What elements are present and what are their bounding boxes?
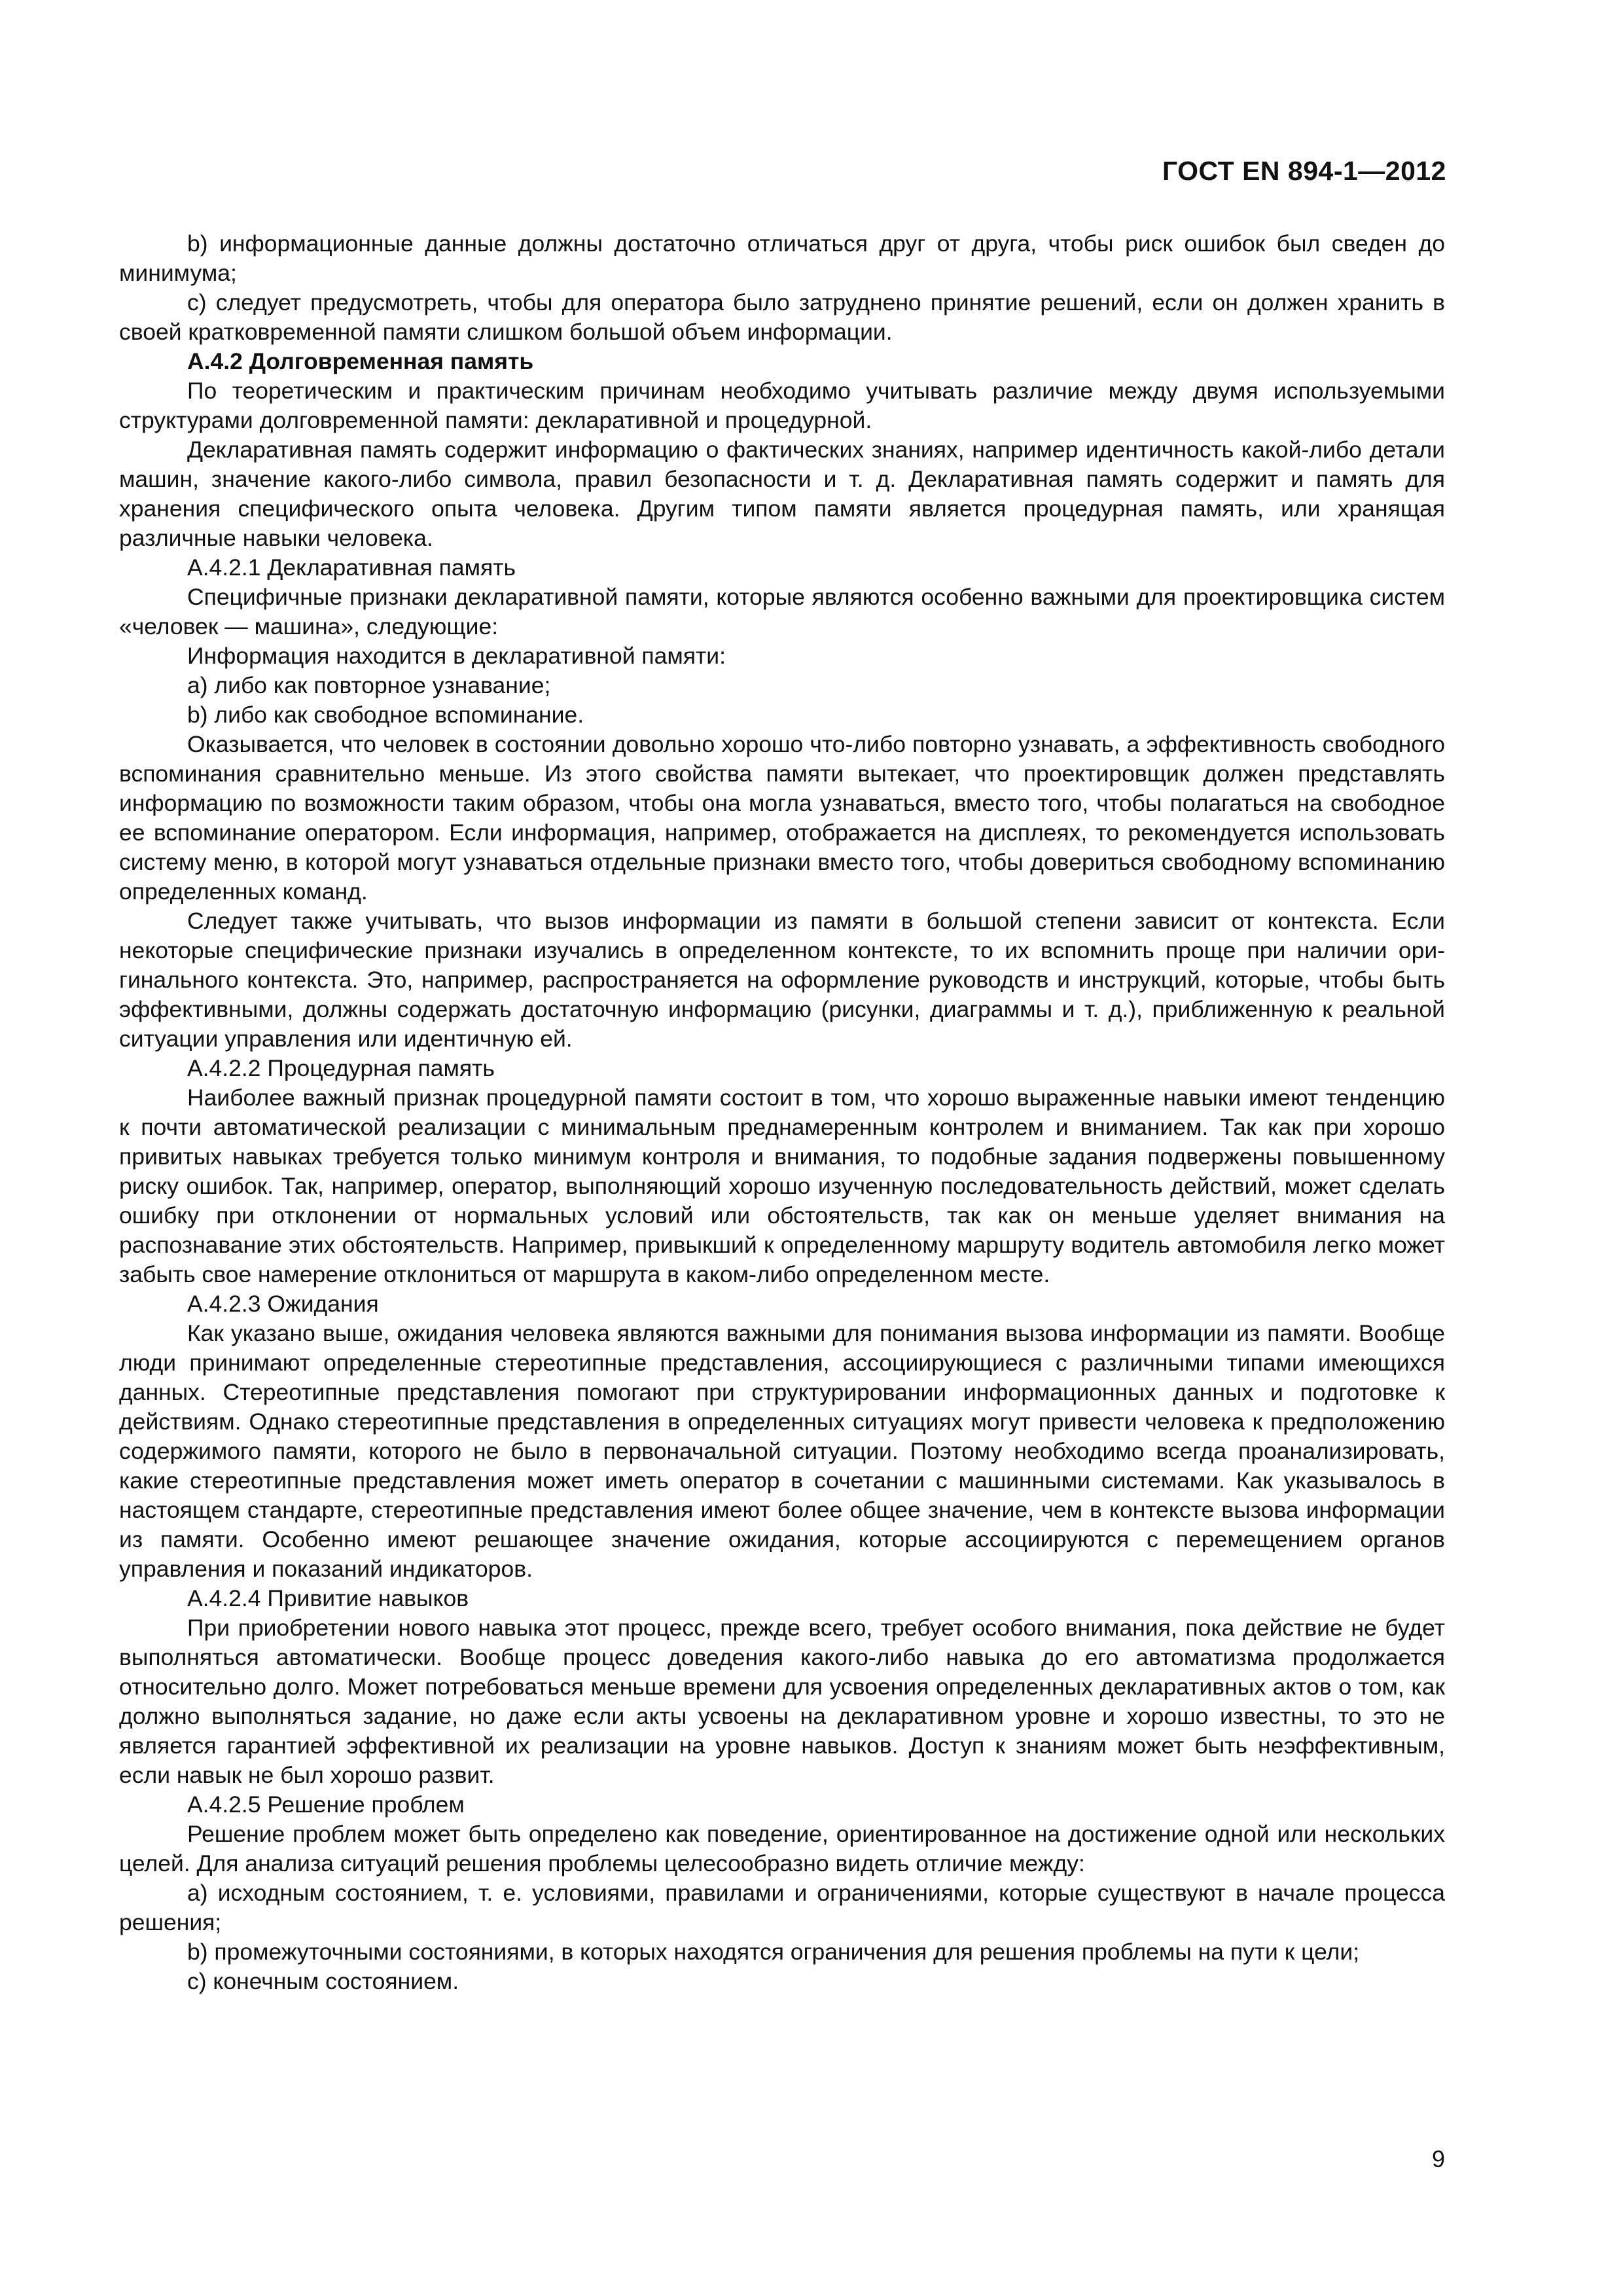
subsection-heading-a-4-2-4: А.4.2.4 Привитие навыков — [187, 1585, 469, 1611]
list-item-c: c) конечным состоянием. — [187, 1968, 459, 1994]
list-item-c: c) следует предусмотреть, чтобы для оператора было затруднено принятие решений, если он должен хранить в своей кратковременной памяти слишком большой объем информации. — [119, 289, 1445, 345]
paragraph: Наиболее важный признак процедурной памяти состоит в том, что хорошо выраженные навыки имеют тенденцию к почти автоматической реализации с минимальным преднамеренным контролем и вниманием. Так как при хорошо привитых навыках требуется только минимум контроля и внимания, то подобные задания подвержены повышенному риску ошибок. Так, например, оператор, выполняющий хорошо изученную последовательность действий, может сделать ошибку при отклонении от нормальных условий или обстоятельств, так как он меньше уделяет внимания на распознавание этих обстоятельств. Например, привыкший к определенному маршруту водитель автомобиля легко может забыть свое намерение отклониться от маршрута в каком-либо определенном месте. — [119, 1085, 1445, 1287]
subsection-heading-a-4-2-2: А.4.2.2 Процедурная память — [187, 1055, 495, 1081]
paragraph: При приобретении нового навыка этот процесс, прежде всего, требует особого внимания, пока действие не будет выполняться автоматически. Вообще процесс доведения какого-либо навыка до его автоматизма продолжается относительно долго. Может потребоваться меньше времени для усвоения определенных декларативных актов о том, как должно выполняться задание, но даже если акты усвоены на декларативном уровне и хорошо известны, то это не является гарантией эффективной их реализации на уровне навыков. Доступ к знаниям может быть неэффективным, если навык не был хорошо развит. — [119, 1615, 1445, 1788]
list-item-a: a) исходным состоянием, т. е. условиями, правилами и ограничениями, которые существуют в начале процесса решения; — [119, 1880, 1445, 1935]
subsection-heading-a-4-2-3: А.4.2.3 Ожидания — [187, 1291, 379, 1317]
document-standard-header: ГОСТ EN 894-1—2012 — [1162, 156, 1446, 186]
paragraph: Декларативная память содержит информацию о фактических знаниях, например идентичность какой-либо детали машин, значение какого-либо символа, правил безопасности и т. д. Декларативная память содержит и память для хранения специфического опыта человека. Другим типом памяти является процедурная память, или хранящая различные навыки человека. — [119, 437, 1445, 551]
page-body — [119, 229, 1445, 1996]
paragraph: Информация находится в декларативной памяти: — [187, 643, 726, 669]
paragraph: Решение проблем может быть определено как поведение, ориентированное на достижение одной или нескольких целей. Для анализа ситуаций решения проблемы целесообразно видеть отличие между: — [119, 1821, 1445, 1876]
paragraph: Как указано выше, ожидания человека являются важными для понимания вызова информации из памяти. Вообще люди принимают определенные стереотипные представления, ассоциирующиеся с различными типами имеющихся данных. Стереотипные представления помогают при структурировании информационных данных и подготовке к действиям. Однако стереотипные представления в определенных ситуациях могут привести человека к предположению содержимого памяти, которого не было в первоначальной ситуации. Поэтому необходимо всегда проанализировать, какие стереотипные представления может иметь оператор в сочетании с машинными системами. Как указывалось в настоящем стандарте, стереотипные представления имеют более общее значение, чем в контексте вызова информации из памяти. Особенно имеют решающее значение ожидания, которые ассоциируются с перемещением органов управления и показаний индикаторов. — [119, 1320, 1445, 1582]
list-item-b: b) промежуточными состояниями, в которых находятся ограничения для решения проблемы на пути к цели; — [187, 1939, 1360, 1965]
paragraph: По теоретическим и практическим причинам необходимо учитывать различие между двумя используемыми структурами долговременной памяти: декларативной и процедурной. — [119, 378, 1445, 433]
subsection-heading-a-4-2-5: А.4.2.5 Решение проблем — [187, 1791, 465, 1818]
paragraph: Специфичные признаки декларативной памяти, которые являются особенно важными для проектировщика систем «человек — машина», следующие: — [119, 584, 1445, 639]
list-item-b: b) либо как свободное вспоминание. — [187, 702, 584, 728]
subsection-heading-a-4-2-1: А.4.2.1 Декларативная память — [187, 554, 516, 581]
list-item-b: b) информационные данные должны достаточно отличаться друг от друга, чтобы риск ошибок был сведен до минимума; — [119, 230, 1445, 286]
list-item-a: a) либо как повторное узнавание; — [187, 672, 551, 698]
section-heading-a-4-2: А.4.2 Долговременная память — [187, 348, 534, 374]
paragraph: Следует также учитывать, что вызов информации из памяти в большой степени зависит от контекста. Если некоторые специфические признаки изучались в определенном контексте, то их вспомнить проще при наличии оригинального контекста. Это, например, распространяется на оформление руководств и инструкций, которые, чтобы быть эффективными, должны содержать достаточную информацию (рисунки, диаграммы и т. д.), приближенную к реальной ситуации управления или идентичную ей. — [119, 908, 1445, 1052]
page-number: 9 — [1431, 2145, 1445, 2172]
paragraph: Оказывается, что человек в состоянии довольно хорошо что-либо повторно узнавать, а эффективность свободного вспоминания сравнительно меньше. Из этого свойства памяти вытекает, что проектировщик должен представлять информацию по возможности таким образом, чтобы она могла узнаваться, вместо того, чтобы полагаться на свободное ее вспоминание оператором. Если информация, например, отображается на дисплеях, то рекомендуется использовать систему меню, в которой могут узнаваться отдельные признаки вместо того, чтобы довериться свободному вспоминанию определенных команд. — [119, 731, 1445, 905]
